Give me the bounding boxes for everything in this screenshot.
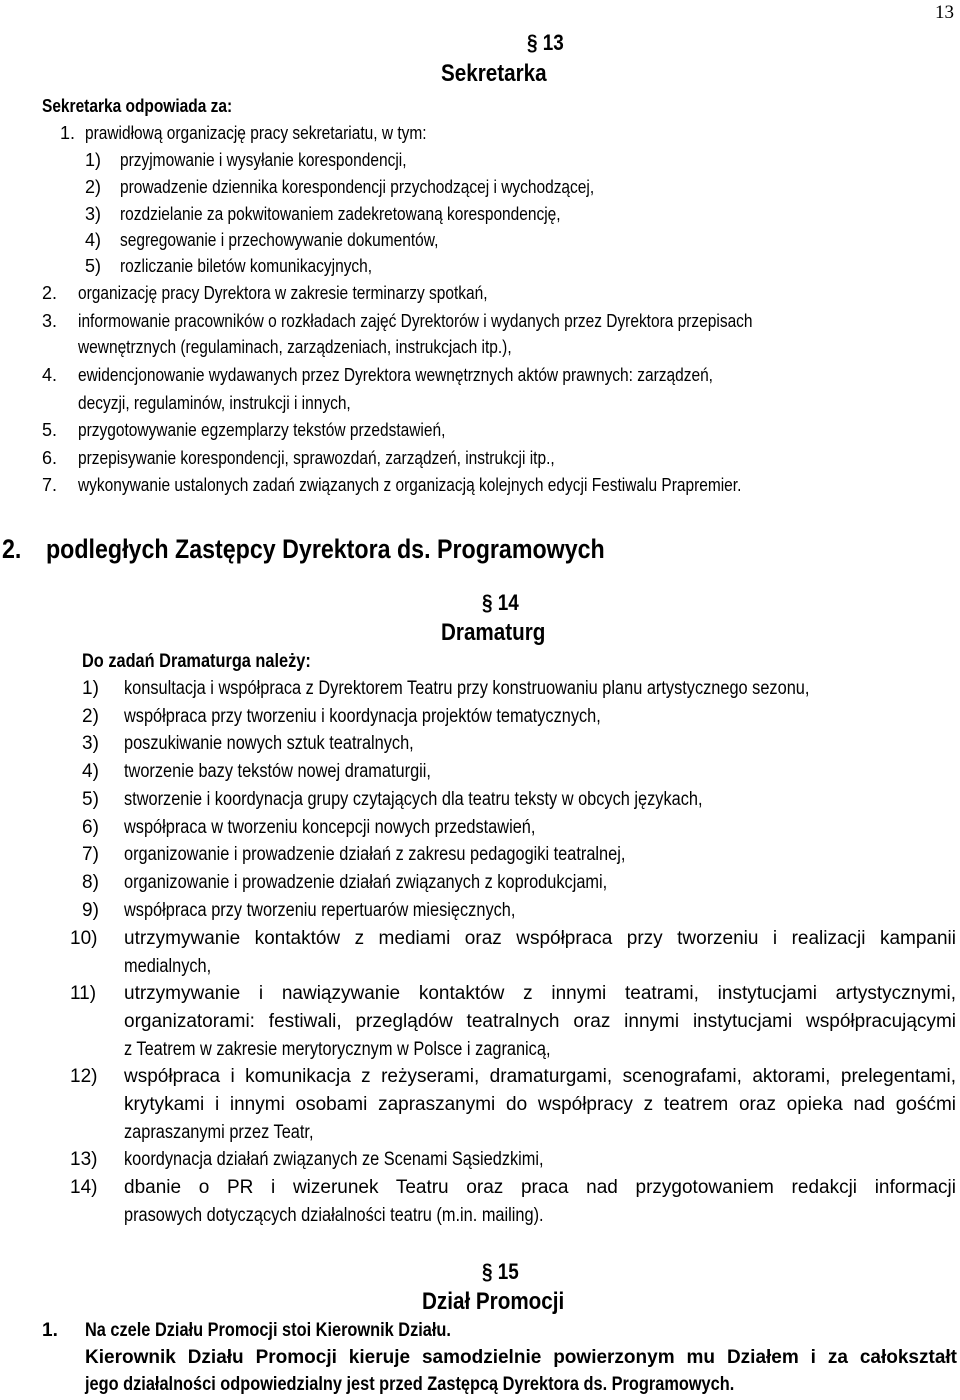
s14-item-9-number: 9) (82, 900, 99, 921)
s13-item-7-text (78, 474, 849, 496)
s13-item-7-label: wykonywanie ustalonych zadań związanych z organizacją kolejnych edycji Festiwalu Prapremier. (78, 475, 742, 495)
s14-item-12-line-2: krytykami i innymi osobami zapraszanymi do współpracy z teatrem oraz opieka nad gośćmi (124, 1094, 956, 1115)
s13-sub-4-label: segregowanie i przechowywanie dokumentów, (120, 230, 439, 250)
s14-item-12-line-3 (124, 1122, 344, 1144)
s13-item-3-number: 3. (42, 311, 58, 331)
section-14-paragraph-label: § 14 (482, 590, 519, 615)
section-14-intro (82, 651, 348, 673)
section-13-title (441, 60, 564, 88)
s14-item-2-text (124, 706, 678, 728)
section-13-intro (42, 95, 263, 117)
s14-item-8-text (124, 872, 686, 894)
s13-item-1-number: 1. (60, 123, 76, 143)
section-14-paragraph-mark (482, 590, 525, 616)
s14-item-3-number: 3) (82, 733, 99, 754)
s14-item-4-number: 4) (82, 761, 99, 782)
s14-item-1-text (124, 678, 921, 700)
s15-paragraph-line-2 (85, 1374, 840, 1396)
s14-item-14-label-2: prasowych dotyczących działalności teatru (m.in. mailing). (124, 1205, 544, 1226)
s13-item-3-label-1: informowanie pracowników o rozkładach zajęć Dyrektorów i wydanych przez Dyrektora przepisach (78, 311, 753, 331)
s13-sub-4-number: 4) (85, 230, 102, 250)
section-13-title-text: Sekretarka (441, 60, 547, 87)
s13-sub-1-number: 1) (85, 150, 102, 170)
s14-item-10-label-2: medialnych, (124, 956, 212, 977)
s13-item-1-label: prawidłową organizację pracy sekretariatu, w tym: (85, 123, 427, 143)
section-15-title-text: Dział Promocji (422, 1288, 565, 1315)
section-2-title-label: podległych Zastępcy Dyrektora ds. Programowych (46, 534, 605, 564)
section-15-paragraph-mark (482, 1259, 525, 1285)
s14-item-5-text (124, 789, 797, 811)
s14-item-13-label: koordynacja działań związanych ze Scenami Sąsiedzkimi, (124, 1149, 544, 1170)
s14-item-6-text (124, 817, 602, 839)
s14-item-12-line-1: współpraca i komunikacja z reżyserami, dramaturgami, scenografami, aktorami, prelegentami, (124, 1066, 956, 1087)
s14-item-14-number: 14) (70, 1177, 98, 1198)
s14-item-6-label: współpraca w tworzeniu koncepcji nowych przedstawień, (124, 817, 536, 838)
s14-item-8-number: 8) (82, 872, 99, 893)
s14-item-3-text (124, 733, 461, 755)
s13-sub-5-text (120, 255, 413, 277)
section-14-title (441, 619, 562, 647)
s15-item-1-label: Na czele Działu Promocji stoi Kierownik Działu. (85, 1320, 451, 1341)
s14-item-11-number: 11) (70, 983, 97, 1004)
s13-item-2-number: 2. (42, 283, 58, 303)
s13-sub-1-label: przyjmowanie i wysyłanie korespondencji, (120, 150, 407, 170)
s13-item-5-number: 5. (42, 420, 58, 440)
s13-item-4-line-2 (78, 392, 395, 414)
page-number: 13 (935, 2, 954, 23)
s14-item-7-number: 7) (82, 844, 99, 865)
s14-item-10-line-1: utrzymywanie kontaktów z mediami oraz współpraca przy tworzeniu i realizacji kampanii (124, 928, 956, 949)
s14-item-1-number: 1) (82, 678, 99, 699)
s13-sub-2-number: 2) (85, 177, 102, 197)
s14-item-7-label: organizowanie i prowadzenie działań z zakresu pedagogiki teatralnej, (124, 844, 626, 865)
s15-paragraph-line-1: Kierownik Działu Promocji kieruje samodzielnie powierzonym mu Działem i za całokształt (85, 1347, 957, 1368)
s14-item-2-number: 2) (82, 706, 99, 727)
s13-sub-4-text (120, 229, 490, 251)
s13-sub-3-text (120, 203, 632, 225)
s13-item-2-text (78, 282, 554, 304)
s14-item-12-label-3: zapraszanymi przez Teatr, (124, 1122, 314, 1143)
s13-item-4-number: 4. (42, 365, 58, 385)
s14-item-10-number: 10) (70, 928, 98, 949)
s14-item-13-text (124, 1149, 612, 1171)
s14-item-9-label: współpraca przy tworzeniu repertuarów miesięcznych, (124, 900, 516, 921)
section-15-title (422, 1288, 587, 1316)
s15-item-1-text (85, 1320, 511, 1342)
section-2-heading-number (2, 534, 25, 565)
s15-paragraph-label-2: jego działalności odpowiedzialny jest przed Zastępcą Dyrektora ds. Programowych. (85, 1374, 735, 1395)
section-14-intro-text: Do zadań Dramaturga należy: (82, 651, 311, 672)
s13-sub-5-number: 5) (85, 256, 102, 276)
s13-sub-5-label: rozliczanie biletów komunikacyjnych, (120, 256, 373, 276)
s14-item-6-number: 6) (82, 817, 99, 838)
s13-item-3-label-2: wewnętrznych (regulaminach, zarządzeniach, instrukcjach itp.), (78, 337, 512, 357)
section-13-intro-text: Sekretarka odpowiada za: (42, 96, 233, 116)
section-2-heading-title (46, 534, 696, 565)
section-15-paragraph-label: § 15 (482, 1259, 519, 1284)
s13-sub-2-text (120, 176, 671, 198)
s13-sub-2-label: prowadzenie dziennika korespondencji przychodzącej i wychodzącej, (120, 177, 595, 197)
s14-item-11-line-3 (124, 1039, 620, 1061)
s15-item-1-number: 1. (42, 1320, 58, 1341)
s13-item-1-text (85, 122, 482, 144)
s14-item-3-label: poszukiwanie nowych sztuk teatralnych, (124, 733, 414, 754)
s14-item-4-text (124, 761, 481, 783)
s13-sub-3-label: rozdzielanie za pokwitowaniem zadekretowaną korespondencję, (120, 204, 561, 224)
s13-item-4-line-1 (78, 364, 816, 386)
s14-item-8-label: organizowanie i prowadzenie działań związanych z koprodukcjami, (124, 872, 608, 893)
s14-item-4-label: tworzenie bazy tekstów nowej dramaturgii, (124, 761, 431, 782)
s13-item-5-label: przygotowywanie egzemplarzy tekstów przedstawień, (78, 420, 446, 440)
s13-item-4-label-2: decyzji, regulaminów, instrukcji i innych, (78, 393, 351, 413)
s14-item-11-label-3: z Teatrem w zakresie merytorycznym w Polsce i zagranicą, (124, 1039, 551, 1060)
s13-item-7-number: 7. (42, 475, 58, 495)
section-13-paragraph-label: § 13 (527, 30, 564, 55)
s13-item-5-text (78, 419, 505, 441)
s14-item-7-text (124, 844, 707, 866)
s13-sub-3-number: 3) (85, 204, 102, 224)
s13-item-6-text (78, 447, 632, 469)
s14-item-1-label: konsultacja i współpraca z Dyrektorem Teatru przy konstruowaniu planu artystycznego sezonu, (124, 678, 810, 699)
s13-item-6-number: 6. (42, 448, 58, 468)
section-13-paragraph-mark (527, 30, 570, 56)
s14-item-5-number: 5) (82, 789, 99, 810)
s14-item-11-line-2: organizatorami: festiwali, przeglądów teatralnych oraz innymi instytucjami współpracującymi (124, 1011, 956, 1032)
s14-item-11-line-1: utrzymywanie i nawiązywanie kontaktów z innymi teatrami, instytucjami artystycznymi, (124, 983, 956, 1004)
s13-item-3-line-2 (78, 336, 582, 358)
s14-item-9-text (124, 900, 579, 922)
s13-item-4-label-1: ewidencjonowanie wydawanych przez Dyrektora wewnętrznych aktów prawnych: zarządzeń, (78, 365, 713, 385)
s13-item-2-label: organizację pracy Dyrektora w zakresie terminarzy spotkań, (78, 283, 488, 303)
s14-item-14-line-2 (124, 1205, 612, 1227)
s14-item-13-number: 13) (70, 1149, 98, 1170)
s14-item-10-line-2 (124, 956, 225, 978)
s14-item-2-label: współpraca przy tworzeniu i koordynacja projektów tematycznych, (124, 706, 601, 727)
s14-item-14-line-1: dbanie o PR i wizerunek Teatru oraz praca nad przygotowaniem redakcji informacji (124, 1177, 956, 1198)
s13-item-6-label: przepisywanie korespondencji, sprawozdań, zarządzeń, instrukcji itp., (78, 448, 555, 468)
s14-item-5-label: stworzenie i koordynacja grupy czytających dla teatru teksty w obcych językach, (124, 789, 703, 810)
s13-item-3-line-1 (78, 310, 862, 332)
s13-sub-1-text (120, 149, 453, 171)
section-14-title-text: Dramaturg (441, 619, 546, 646)
section-2-number-label: 2. (2, 534, 22, 564)
s14-item-12-number: 12) (70, 1066, 98, 1087)
